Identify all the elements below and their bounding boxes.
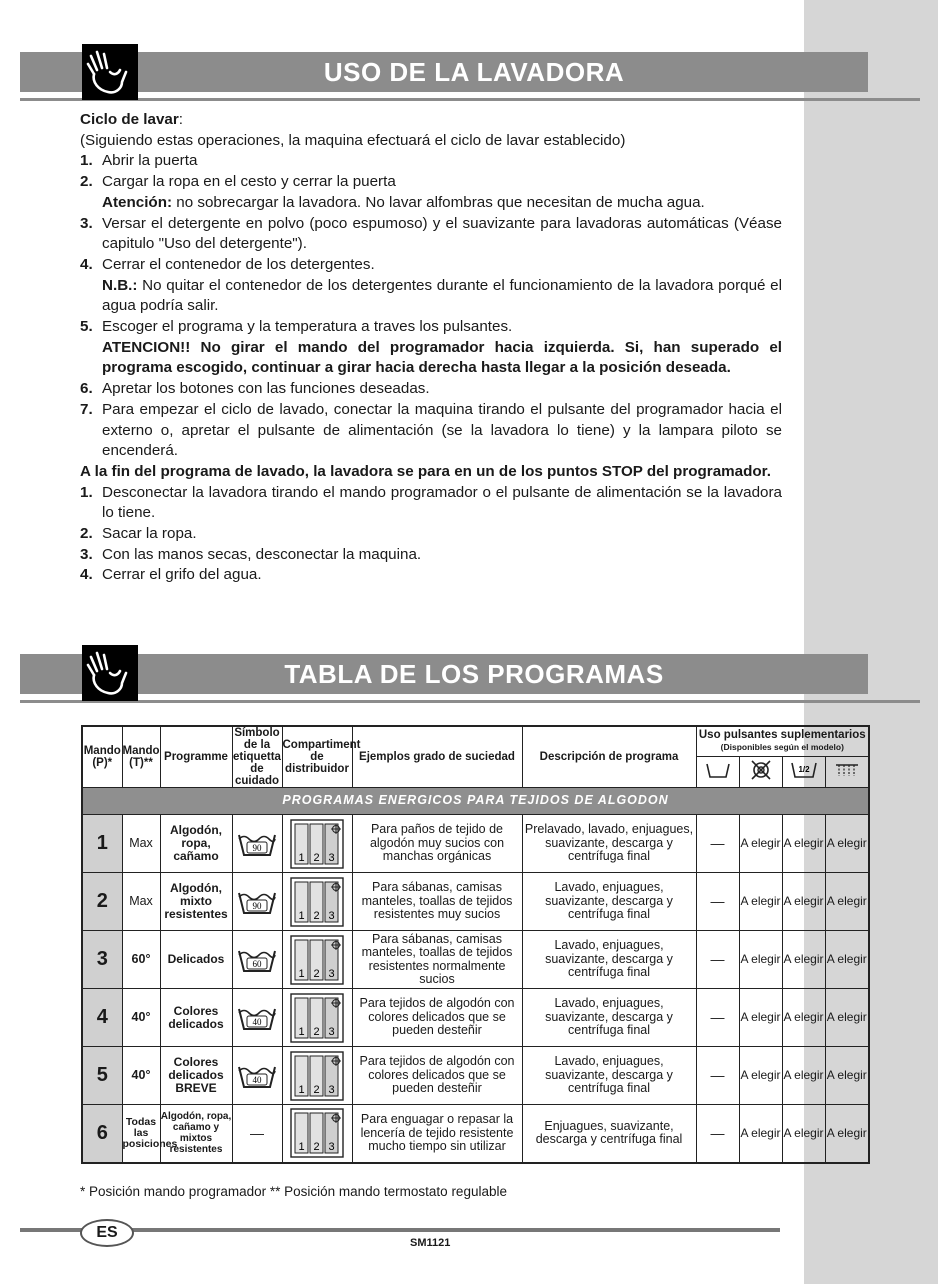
svg-text:2: 2 <box>313 1141 320 1154</box>
program-name: Delicados <box>160 931 232 989</box>
svg-text:90: 90 <box>252 842 262 853</box>
program-number: 4 <box>82 989 122 1047</box>
option-selectable: A elegir <box>782 873 825 931</box>
detergent-compartment <box>282 873 352 931</box>
instruction-step: 4. Cerrar el contenedor de los detergentes. N.B.: No quitar el contenedor de los detergentes durante el funcionamiento de la lavadora porqué el agua podría salir. <box>80 255 782 317</box>
svg-text:1: 1 <box>298 851 305 864</box>
program-number: 2 <box>82 873 122 931</box>
header-programme: Programme <box>160 726 232 788</box>
program-name: Colores delicados <box>160 989 232 1047</box>
svg-text:1: 1 <box>298 1025 305 1038</box>
option-unavailable: — <box>696 815 739 873</box>
care-symbol <box>232 815 282 873</box>
option-unavailable: — <box>696 873 739 931</box>
program-description: Lavado, enjuagues, suavizante, descarga y centrífuga final <box>522 989 696 1047</box>
svg-text:1: 1 <box>298 1141 305 1154</box>
washing-instructions: Ciclo de lavar: (Siguiendo estas operaciones, la maquina efectuará el ciclo de lavar establecido) 1. Abrir la puerta 2. Cargar la ropa en el cesto y cerrar la puerta Atención: no sobrecargar la lavadora. No lavar alfombras que necesitan de mucha agua. 3. Versar el detergente en polvo (poco espumoso) y el suavizante para lavadoras automáticas (Véase capitulo "Uso del detergente"). 4. Cerrar el contenedor de los detergentes. N.B.: No quitar el contenedor de los detergentes durante el funcionamiento de la lavadora porqué el agua podría salir. 5. Escoger el programa y la temperatura a traves los pulsantes. ATENCION!! No girar el mando del programador hacia izquierda. Si, han superado el programa escogido, continuar a girar hacia derecha hasta llegar a la posición deseada. 6. Apretar los botones con las funciones deseadas. 7. Para empezar el ciclo de lavado, conectar la maquina tirando el pulsante del programador hacia el externo o, apretar el pulsante de alimentación (se la lavadora lo tiene) y la lampara piloto se encenderá. A la fin del programa de lavado, la lavadora se para en un de los puntos STOP del programador. 1. Desconectar la lavadora tirando el mando programador o el pulsante de alimentación se la lavadora lo tiene. 2. Sacar la ropa. 3. Con las manos secas, desconectar la maquina. 4. Cerrar el grifo del agua. <box>80 110 782 586</box>
detergent-drawer-icon <box>289 992 345 1044</box>
header-compartimiento: Compartiment de distribuidor <box>282 726 352 788</box>
option-unavailable: — <box>696 931 739 989</box>
temperature: Todas las posiciones <box>122 1105 160 1163</box>
step-note: Atención: no sobrecargar la lavadora. No lavar alfombras que necesitan de mucha agua. <box>102 193 705 211</box>
half-load-icon <box>782 756 825 787</box>
program-name: Algodón, ropa, cañamo <box>160 815 232 873</box>
no-spin-icon <box>739 756 782 787</box>
svg-text:40: 40 <box>252 1074 262 1085</box>
detergent-drawer-icon <box>289 818 345 870</box>
program-number: 5 <box>82 1047 122 1105</box>
svg-text:60: 60 <box>252 958 262 969</box>
header-mando-p: Mando (P)* <box>82 726 122 788</box>
soil-examples: Para tejidos de algodón con colores delicados que se pueden desteñir <box>352 989 522 1047</box>
svg-text:3: 3 <box>328 1083 335 1096</box>
svg-text:1: 1 <box>298 909 305 922</box>
program-name: Algodón, mixto resistentes <box>160 873 232 931</box>
option-selectable: A elegir <box>739 1105 782 1163</box>
svg-text:2: 2 <box>313 909 320 922</box>
instruction-step: 1. Abrir la puerta <box>80 152 198 170</box>
soil-examples: Para enguagar o repasar la lencería de tejido resistente mucho tiempo sin utilizar <box>352 1105 522 1163</box>
divider <box>20 700 920 703</box>
program-row <box>82 1105 869 1163</box>
svg-text:2: 2 <box>313 1083 320 1096</box>
instruction-step: 3. Versar el detergente en polvo (poco espumoso) y el suavizante para lavadoras automáticas (Véase capitulo "Uso del detergente"). <box>80 214 782 253</box>
detergent-drawer-icon <box>289 876 345 928</box>
care-symbol <box>232 931 282 989</box>
program-number: 6 <box>82 1105 122 1163</box>
program-description: Enjuagues, suavizante, descarga y centrífuga final <box>522 1105 696 1163</box>
option-selectable: A elegir <box>782 1105 825 1163</box>
header-uso: Uso pulsantes suplementarios (Disponibles según el modelo) <box>696 726 869 756</box>
detergent-compartment <box>282 1047 352 1105</box>
instruction-step: 2. Cargar la ropa en el cesto y cerrar la puerta Atención: no sobrecargar la lavadora. No lavar alfombras que necesitan de mucha agua. <box>80 172 782 213</box>
program-description: Lavado, enjuagues, suavizante, descarga y centrífuga final <box>522 931 696 989</box>
tub-icon <box>696 756 739 787</box>
program-description: Lavado, enjuagues, suavizante, descarga y centrífuga final <box>522 873 696 931</box>
option-selectable: A elegir <box>825 1047 869 1105</box>
end-title: A la fin del programa de lavado, la lavadora se para en un de los puntos STOP del programador. <box>80 462 771 480</box>
program-row <box>82 989 869 1047</box>
temperature: 60° <box>122 931 160 989</box>
instruction-step: 4. Cerrar el grifo del agua. <box>80 566 262 584</box>
program-row <box>82 815 869 873</box>
instruction-step: 1. Desconectar la lavadora tirando el mando programador o el pulsante de alimentación se la lavadora lo tiene. <box>80 483 782 522</box>
option-selectable: A elegir <box>825 815 869 873</box>
rinse-hold-icon <box>825 756 869 787</box>
detergent-compartment <box>282 989 352 1047</box>
instruction-step: 3. Con las manos secas, desconectar la maquina. <box>80 545 422 563</box>
detergent-compartment <box>282 815 352 873</box>
header-banner-programs <box>20 654 868 694</box>
temperature: 40° <box>122 1047 160 1105</box>
svg-text:3: 3 <box>328 1141 335 1154</box>
option-selectable: A elegir <box>782 1047 825 1105</box>
hand-icon <box>82 44 138 100</box>
care-symbol <box>232 873 282 931</box>
svg-text:3: 3 <box>328 967 335 980</box>
detergent-drawer-icon <box>289 1107 345 1159</box>
option-selectable: A elegir <box>739 1047 782 1105</box>
option-unavailable: — <box>696 989 739 1047</box>
svg-text:40: 40 <box>252 1016 262 1027</box>
footnotes: * Posición mando programador ** Posición mando termostato regulable <box>80 1184 507 1199</box>
header-descripcion: Descripción de programa <box>522 726 696 788</box>
program-name: Algodón, ropa, cañamo y mixtos resistentes <box>160 1105 232 1163</box>
program-number: 1 <box>82 815 122 873</box>
program-row <box>82 873 869 931</box>
temperature: 40° <box>122 989 160 1047</box>
wash-temp-icon <box>236 1003 278 1033</box>
wash-temp-icon <box>236 945 278 975</box>
svg-text:1/2: 1/2 <box>797 765 810 775</box>
svg-text:3: 3 <box>328 1025 335 1038</box>
program-row <box>82 931 869 989</box>
soil-examples: Para paños de tejido de algodón muy sucios con manchas orgánicas <box>352 815 522 873</box>
option-selectable: A elegir <box>825 873 869 931</box>
divider <box>20 98 920 101</box>
program-table <box>81 725 870 1164</box>
svg-text:2: 2 <box>313 851 320 864</box>
program-description: Prelavado, lavado, enjuagues, suavizante, descarga y centrífuga final <box>522 815 696 873</box>
header-mando-t: Mando (T)** <box>122 726 160 788</box>
instruction-step: 2. Sacar la ropa. <box>80 525 197 543</box>
section-title: TABLA DE LOS PROGRAMAS <box>284 659 664 689</box>
header-banner-usage <box>20 52 868 92</box>
cycle-intro: (Siguiendo estas operaciones, la maquina efectuará el ciclo de lavar establecido) <box>80 131 626 149</box>
svg-text:2: 2 <box>313 967 320 980</box>
wash-temp-icon <box>236 1061 278 1091</box>
instruction-step: 7. Para empezar el ciclo de lavado, conectar la maquina tirando el pulsante del programador hacia el externo o, apretar el pulsante de alimentación (se la lavadora lo tiene) y la lampara piloto se encenderá. <box>80 400 782 460</box>
page-title: USO DE LA LAVADORA <box>323 57 625 87</box>
soil-examples: Para sábanas, camisas manteles, toallas de tejidos resistentes muy sucios <box>352 873 522 931</box>
program-row <box>82 1047 869 1105</box>
soil-examples: Para tejidos de algodón con colores delicados que se pueden desteñir <box>352 1047 522 1105</box>
svg-text:2: 2 <box>313 1025 320 1038</box>
instruction-step: 5. Escoger el programa y la temperatura a traves los pulsantes. ATENCION!! No girar el mando del programador hacia izquierda. Si, han superado el programa escogido, continuar a girar hacia derecha hasta llegar a la posición deseada. <box>80 317 782 379</box>
temperature: Max <box>122 815 160 873</box>
detergent-compartment <box>282 931 352 989</box>
option-unavailable: — <box>696 1047 739 1105</box>
care-symbol: — <box>232 1105 282 1163</box>
option-selectable: A elegir <box>782 815 825 873</box>
option-selectable: A elegir <box>739 815 782 873</box>
language-badge: ES <box>80 1219 134 1247</box>
instruction-step: 6. Apretar los botones con las funciones deseadas. <box>80 380 430 398</box>
care-symbol <box>232 989 282 1047</box>
svg-text:3: 3 <box>328 909 335 922</box>
program-description: Lavado, enjuagues, suavizante, descarga y centrífuga final <box>522 1047 696 1105</box>
option-selectable: A elegir <box>739 873 782 931</box>
header-simbolo: Símbolo de la etiquetta de cuidado <box>233 727 281 787</box>
model-code: SM1121 <box>410 1237 451 1249</box>
svg-text:90: 90 <box>252 900 262 911</box>
program-number: 3 <box>82 931 122 989</box>
option-selectable: A elegir <box>825 931 869 989</box>
svg-text:1: 1 <box>298 967 305 980</box>
temperature: Max <box>122 873 160 931</box>
step-note: N.B.: No quitar el contenedor de los detergentes durante el funcionamiento de la lavadora porqué el agua podría salir. <box>102 276 782 315</box>
option-selectable: A elegir <box>739 931 782 989</box>
cycle-title: Ciclo de lavar <box>80 111 179 128</box>
option-selectable: A elegir <box>782 989 825 1047</box>
option-unavailable: — <box>696 1105 739 1163</box>
detergent-drawer-icon <box>289 1050 345 1102</box>
wash-temp-icon <box>236 829 278 859</box>
wash-temp-icon <box>236 887 278 917</box>
section-energy-cotton: PROGRAMAS ENERGICOS PARA TEJIDOS DE ALGODON <box>82 788 869 815</box>
header-ejemplos: Ejemplos grado de suciedad <box>352 726 522 788</box>
option-selectable: A elegir <box>825 989 869 1047</box>
hand-icon <box>82 645 138 701</box>
step-warning: ATENCION!! No girar el mando del programador hacia izquierda. Si, han superado el programa escogido, continuar a girar hacia derecha hasta llegar a la posición deseada. <box>102 338 782 377</box>
care-symbol <box>232 1047 282 1105</box>
option-selectable: A elegir <box>825 1105 869 1163</box>
option-selectable: A elegir <box>782 931 825 989</box>
svg-text:3: 3 <box>328 851 335 864</box>
program-name: Colores delicados BREVE <box>160 1047 232 1105</box>
detergent-compartment <box>282 1105 352 1163</box>
svg-text:1: 1 <box>298 1083 305 1096</box>
footer-divider <box>20 1228 780 1232</box>
option-selectable: A elegir <box>739 989 782 1047</box>
soil-examples: Para sábanas, camisas manteles, toallas de tejidos resistentes normalmente sucios <box>352 931 522 989</box>
detergent-drawer-icon <box>289 934 345 986</box>
